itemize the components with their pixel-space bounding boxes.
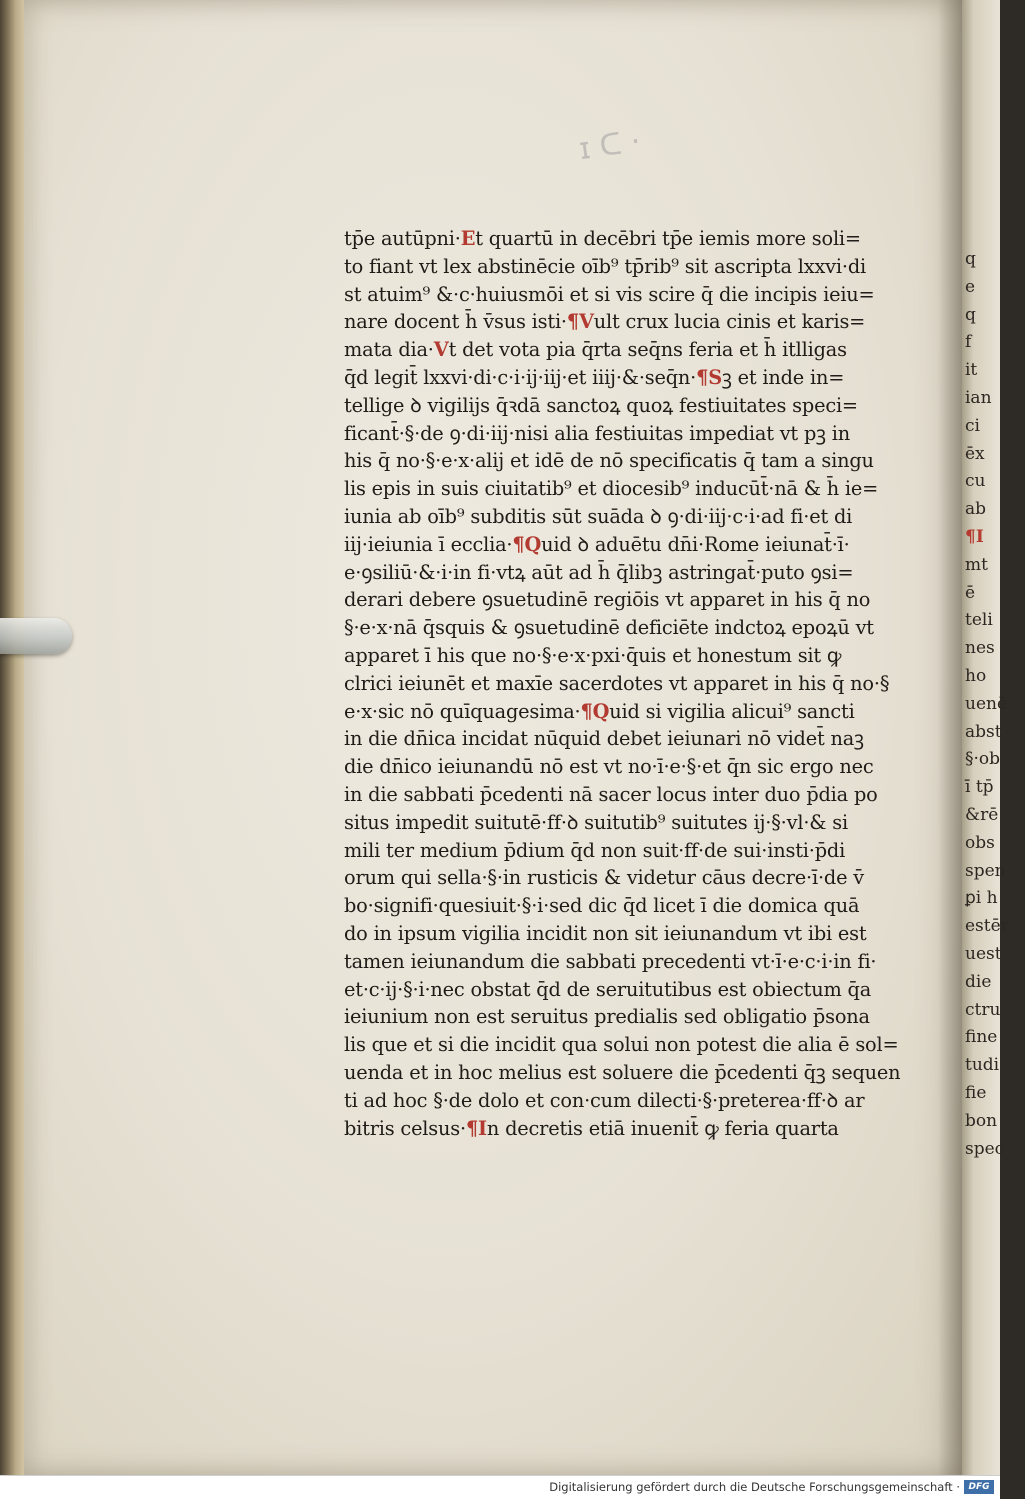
text-segment: st atuim⁹ &·c·huiusmōi et si vis scire q̄ die incipis ieiu= xyxy=(344,282,875,306)
text-segment: uenda et in hoc melius est soluere die p̄cedenti q̄ꝫ sequen xyxy=(344,1060,901,1084)
text-segment: to fiant vt lex abstinēcie oīb⁹ tp̄rib⁹ sit ascripta lxxvi·di xyxy=(344,254,866,278)
facing-line-fragment: ēx xyxy=(965,443,985,464)
facing-line-fragment: f xyxy=(965,332,972,353)
rubricated-initial: ¶Q xyxy=(580,699,610,723)
text-segment: mili ter medium p̄dium q̄d non suit·ff·de sui·insti·p̄di xyxy=(344,838,846,862)
text-segment: iij·ieiunia ī ecclia· xyxy=(344,532,513,556)
text-segment: et·c·ij·§·i·nec obstat q̄d de seruitutibus est obiectum q̄a xyxy=(344,977,872,1001)
text-segment: his q̄ no·§·e·x·alij et idē de nō specificatis q̄ tam a singu xyxy=(344,449,874,473)
rubricated-initial: ¶Q xyxy=(512,532,542,556)
main-text-block xyxy=(344,225,934,1142)
text-line xyxy=(344,614,929,642)
text-segment: ꝫ et inde in= xyxy=(721,365,845,389)
facing-line-fragment: spec xyxy=(965,1138,1005,1159)
facing-line-fragment: cu xyxy=(965,471,986,492)
facing-line-fragment: ¶I xyxy=(965,526,984,547)
text-segment: ieiunium non est seruitus predialis sed obligatio p̄sona xyxy=(344,1005,870,1029)
text-segment: die dn̄ico ieiunandū nō est vt no·ī·e·§·et q̄n sic ergo nec xyxy=(344,755,874,779)
text-line xyxy=(344,1031,929,1059)
facing-page-text xyxy=(965,246,1025,1163)
text-line xyxy=(344,253,929,281)
facing-line-fragment: ē xyxy=(965,582,976,603)
text-segment: §·e·x·nā q̄squis & ꝯsuetudinē deficiēte indctoꝝ epoꝝū vt xyxy=(344,616,874,640)
text-line xyxy=(344,225,929,253)
text-line xyxy=(344,447,929,475)
text-line xyxy=(344,531,929,559)
facing-line-fragment: &rē xyxy=(965,804,999,825)
page-gutter-shadow xyxy=(938,0,964,1475)
text-line xyxy=(344,948,929,976)
facing-line-fragment: e xyxy=(965,276,976,297)
facing-line-fragment: ab xyxy=(965,499,987,520)
pencil-mark: ɪ ᑕ · xyxy=(576,123,643,168)
text-segment: mata dia· xyxy=(344,338,434,362)
text-line xyxy=(344,837,929,865)
text-segment: in die sabbati p̄cedenti nā sacer locus inter duo p̄dia po xyxy=(344,782,878,806)
text-line xyxy=(344,976,929,1004)
text-segment: ult crux lucia cinis et karis= xyxy=(593,310,866,334)
text-segment: t quartū in decēbri tp̄e iemis more soli= xyxy=(475,227,861,250)
rubricated-initial: ¶S xyxy=(696,365,722,389)
footer-bar xyxy=(0,1475,1000,1499)
text-line xyxy=(344,420,929,448)
text-line xyxy=(344,781,929,809)
text-segment: uid ꝺ aduētu dn̄i·Rome ieiunat̄·ī· xyxy=(541,532,850,556)
text-line xyxy=(344,1003,929,1031)
text-line xyxy=(344,753,929,781)
facing-line-fragment: uest xyxy=(965,943,1002,964)
text-line xyxy=(344,336,929,364)
text-line xyxy=(344,308,929,336)
book-fore-edge xyxy=(0,0,26,1475)
text-segment: e·ꝯsiliū·&·i·in fi·vtꝝ aūt ad h̄ q̄libꝫ astringat̄·puto ꝯsi= xyxy=(344,560,854,584)
text-line xyxy=(344,864,929,892)
text-segment: lis que et si die incidit qua solui non potest die alia ē sol= xyxy=(344,1033,899,1057)
facing-line-fragment: tudi xyxy=(965,1055,1000,1076)
text-line xyxy=(344,892,929,920)
text-line xyxy=(344,642,929,670)
text-segment: ti ad hoc §·de dolo et con·cum dilecti·§·preterea·ff·ꝺ ar xyxy=(344,1088,865,1112)
rubricated-initial: V xyxy=(433,338,449,362)
text-segment: tellige ꝺ vigilijs q̄ꝛdā sanctoꝝ quoꝝ festiuitates speci= xyxy=(344,393,858,417)
facing-line-fragment: q xyxy=(965,249,976,269)
bookmark-tab xyxy=(0,618,72,654)
facing-page xyxy=(962,0,1009,1475)
text-segment: situs impedit suitutē·ff·ꝺ suitutib⁹ suitutes ij·§·vl·& si xyxy=(344,810,848,834)
facing-line-fragment: die xyxy=(965,971,992,992)
text-segment: e·x·sic nō quīquagesima· xyxy=(344,699,581,723)
text-segment: tamen ieiunandum die sabbati precedenti vt·ī·e·c·i·in fi· xyxy=(344,949,877,973)
facing-line-fragment: teli xyxy=(965,610,993,631)
text-line xyxy=(344,586,929,614)
facing-line-fragment: uenē xyxy=(965,693,1008,714)
text-segment: ficant̄·§·de ꝯ·di·iij·nisi alia festiuitas impediat vt pꝫ in xyxy=(344,421,851,445)
facing-line-fragment: obs xyxy=(965,832,995,853)
text-segment: bitris celsus· xyxy=(344,1116,466,1140)
facing-line-fragment: mt xyxy=(965,554,988,575)
text-segment: tp̄e autūpni· xyxy=(344,227,461,250)
facing-line-fragment: q xyxy=(965,304,976,325)
text-line xyxy=(344,1087,929,1115)
facing-line-fragment: it xyxy=(965,360,978,381)
text-line xyxy=(344,698,929,726)
rubricated-initial: E xyxy=(460,227,476,250)
dfg-logo: DFG xyxy=(964,1480,994,1494)
facing-line-fragment: ian xyxy=(965,387,992,408)
facing-line-fragment: ci xyxy=(965,415,980,436)
text-segment: do in ipsum vigilia incidit non sit ieiunandum vt ibi est xyxy=(344,921,867,945)
text-segment: orum qui sella·§·in rusticis & videtur cāus decre·ī·de v̄ xyxy=(344,866,864,890)
facing-line-fragment: ꝑi h xyxy=(965,888,998,909)
facing-line-fragment: ī tp̄ xyxy=(965,777,994,798)
facing-line-fragment: ho xyxy=(965,665,987,686)
text-segment: n decretis etiā inuenit̄ ꝙ feria quarta xyxy=(486,1116,839,1140)
text-segment: q̄d legit̄ lxxvi·di·c·i·ij·iij·et iiij·&·seq̄n· xyxy=(344,365,697,389)
text-segment: iunia ab oīb⁹ subditis sūt suāda ꝺ ꝯ·di·iij·c·i·ad fi·et di xyxy=(344,504,853,528)
text-line xyxy=(344,809,929,837)
text-line xyxy=(344,559,929,587)
facing-line-fragment: ctru xyxy=(965,999,1001,1020)
facing-line-fragment: nes xyxy=(965,638,995,659)
text-segment: bo·signifi·quesiuit·§·i·sed dic q̄d licet ī die domica quā xyxy=(344,894,860,918)
rubricated-initial: ¶V xyxy=(566,310,594,334)
footer-credit: Digitalisierung gefördert durch die Deutsche Forschungsgemeinschaft · xyxy=(549,1480,960,1494)
text-line xyxy=(344,920,929,948)
text-segment: lis epis in suis ciuitatib⁹ et diocesib⁹ inducūt̄·nā & h̄ ie= xyxy=(344,477,879,501)
rubricated-initial: ¶I xyxy=(465,1116,487,1140)
text-line xyxy=(344,1059,929,1087)
facing-line-fragment: bon xyxy=(965,1110,998,1131)
text-line xyxy=(344,670,929,698)
facing-line-fragment: spen xyxy=(965,860,1006,881)
facing-line-fragment: fine xyxy=(965,1027,998,1048)
text-segment: derari debere ꝯsuetudinē regiōis vt apparet in his q̄ no xyxy=(344,588,871,612)
text-segment: clrici ieiunēt et maxīe sacerdotes vt apparet in his q̄ no·§ xyxy=(344,671,890,695)
text-line xyxy=(344,503,929,531)
text-line xyxy=(344,1115,929,1143)
facing-line-fragment: fie xyxy=(965,1082,987,1103)
text-line xyxy=(344,364,929,392)
text-line xyxy=(344,392,929,420)
text-segment: nare docent h̄ v̄sus isti· xyxy=(344,310,567,334)
text-line xyxy=(344,281,929,309)
facing-line-fragment: §·ob xyxy=(965,749,1001,770)
facing-line-fragment: abst xyxy=(965,721,1002,742)
text-segment: uid si vigilia alicui⁹ sancti xyxy=(609,699,855,723)
text-line xyxy=(344,475,929,503)
text-segment: t det vota pia q̄rta seq̄ns feria et h̄ itlligas xyxy=(448,338,847,362)
facing-line-fragment: estēr xyxy=(965,916,1009,937)
text-segment: in die dn̄ica incidat nūquid debet ieiunari nō videt̄ naꝫ xyxy=(344,727,864,751)
text-line xyxy=(344,725,929,753)
text-segment: apparet ī his que no·§·e·x·pxi·q̄uis et honestum sit ꝙ xyxy=(344,643,842,667)
